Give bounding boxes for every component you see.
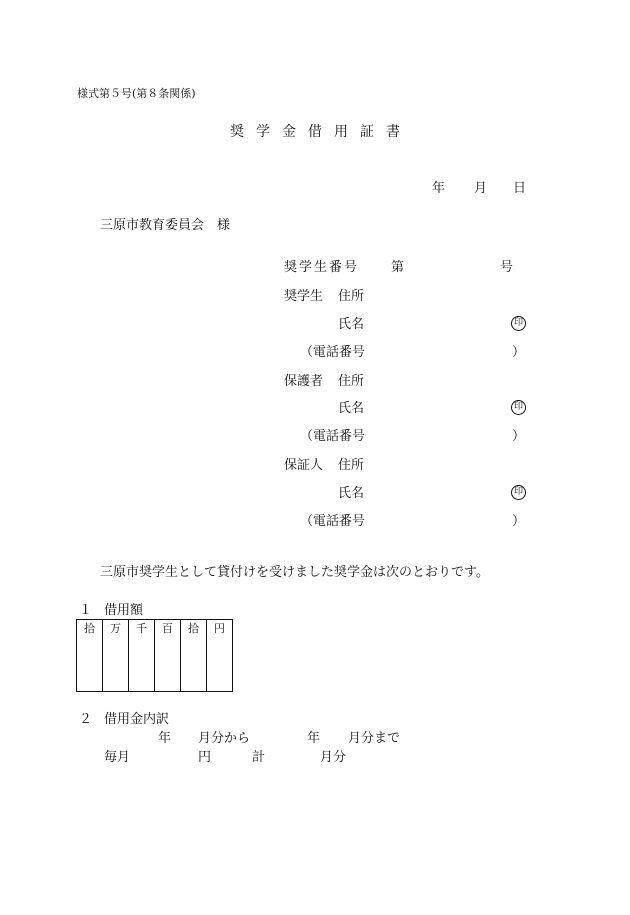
student-name-label: 氏名: [338, 317, 365, 332]
student-number-label: 奨学生番号: [284, 260, 360, 275]
total-label: 計: [252, 750, 266, 765]
monthly-label: 毎月: [104, 750, 131, 765]
guarantor-address-label: 住所: [338, 458, 365, 473]
guarantor-role: 保証人: [284, 458, 324, 473]
guarantor-phone-close: ）: [512, 514, 526, 529]
digit-header: 拾: [77, 620, 103, 637]
guardian-name-label: 氏名: [338, 401, 365, 416]
addressee: 三原市教育委員会 様: [100, 218, 231, 233]
section2-number: ２: [79, 712, 93, 727]
amount-table: [76, 619, 233, 692]
date-day: 日: [513, 181, 527, 196]
student-number-suffix: 号: [500, 260, 514, 275]
guardian-address-label: 住所: [338, 374, 365, 389]
to-year: 年: [307, 731, 321, 746]
section2-label: 借用金内訳: [104, 712, 170, 727]
digit-cell[interactable]: [129, 636, 155, 692]
digit-header: 万: [103, 620, 129, 637]
seal-icon: 印: [511, 400, 526, 415]
digit-header: 千: [129, 620, 155, 637]
digit-cell[interactable]: [207, 636, 233, 692]
student-phone-close: ）: [512, 345, 526, 360]
guardian-phone-close: ）: [512, 429, 526, 444]
from-month: 月分から: [198, 731, 251, 746]
digit-cell[interactable]: [155, 636, 181, 692]
statement: 三原市奨学生として貸付けを受けました奨学金は次のとおりです。: [100, 565, 489, 580]
digit-header: 円: [207, 620, 233, 637]
student-role: 奨学生: [284, 289, 324, 304]
digit-cell[interactable]: [181, 636, 207, 692]
digit-header: 百: [155, 620, 181, 637]
digit-header: 拾: [181, 620, 207, 637]
section1-label: 借用額: [104, 603, 144, 618]
guarantor-name-label: 氏名: [338, 486, 365, 501]
guarantor-phone-label: （電話番号: [300, 514, 366, 529]
months-label: 月分: [320, 750, 347, 765]
from-year: 年: [158, 731, 172, 746]
guardian-phone-label: （電話番号: [300, 429, 366, 444]
digit-cell[interactable]: [103, 636, 129, 692]
date-year: 年: [432, 181, 446, 196]
student-address-label: 住所: [338, 289, 365, 304]
document-title: 奨学金借用証書: [230, 124, 412, 140]
seal-icon: 印: [511, 485, 526, 500]
student-number-prefix: 第: [391, 260, 405, 275]
yen-label: 円: [198, 750, 212, 765]
digit-cell[interactable]: [77, 636, 103, 692]
student-phone-label: （電話番号: [300, 345, 366, 360]
form-number: 様式第５号(第８条関係): [77, 87, 196, 100]
section1-number: １: [79, 603, 93, 618]
guardian-role: 保護者: [284, 374, 324, 389]
date-month: 月: [474, 181, 488, 196]
seal-icon: 印: [511, 316, 526, 331]
to-month: 月分まで: [348, 731, 401, 746]
